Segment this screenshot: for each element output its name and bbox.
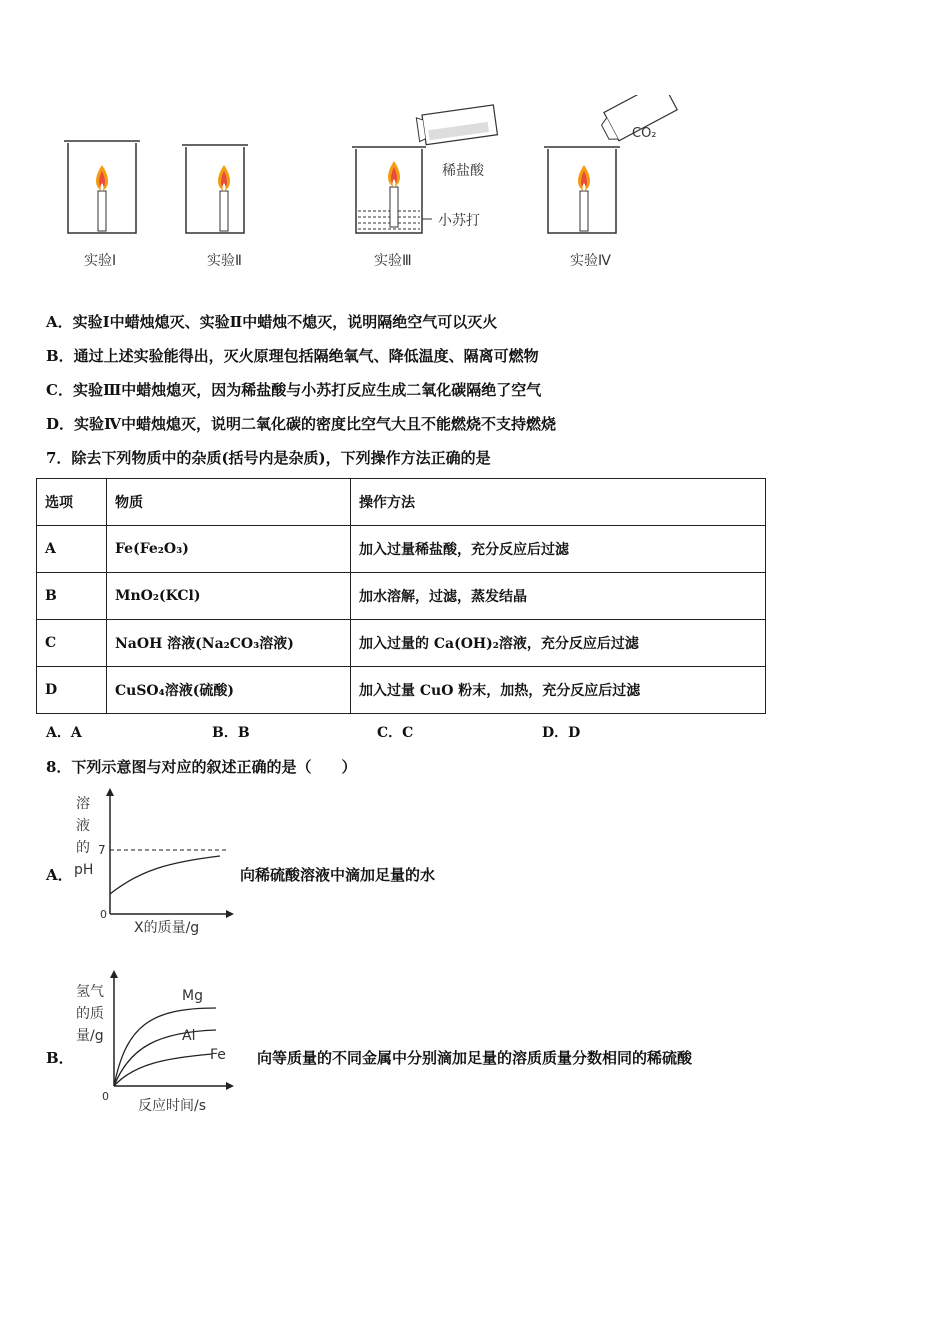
ph-graph <box>70 788 240 938</box>
q8-question: 8．下列示意图与对应的叙述正确的是（ ） <box>46 758 357 776</box>
q7-answer-d: D．D <box>542 725 581 741</box>
q7-question: 7．除去下列物质中的杂质(括号内是杂质)，下列操作方法正确的是 <box>46 449 491 467</box>
hydrogen-graph <box>70 966 250 1116</box>
q8-option-a-text: 向稀硫酸溶液中滴加足量的水 <box>240 866 436 884</box>
q6-option-c: C．实验Ⅲ中蜡烛熄灭，因为稀盐酸与小苏打反应生成二氧化碳隔绝了空气 <box>46 381 542 399</box>
q6-option-b: B．通过上述实验能得出，灭火原理包括隔绝氧气、降低温度、隔离可燃物 <box>46 347 539 365</box>
beaker-experiment-4 <box>544 95 677 233</box>
row-substance: MnO₂(KCl) <box>107 573 351 620</box>
caption-exp-3: 实验Ⅲ <box>374 253 412 269</box>
row-method: 加入过量稀盐酸，充分反应后过滤 <box>351 526 766 573</box>
table-row <box>37 573 766 620</box>
q8-option-b-label: B． <box>46 1049 74 1067</box>
ph-origin: 0 <box>100 908 107 921</box>
caption-exp-2: 实验Ⅱ <box>207 253 242 269</box>
header-option: 选项 <box>37 479 107 526</box>
curve-label-fe: Fe <box>210 1047 226 1063</box>
q7-table <box>36 478 766 714</box>
h2-ylabel-2: 的质 <box>76 1006 104 1022</box>
row-option: B <box>37 573 107 620</box>
q8-option-b-text: 向等质量的不同金属中分别滴加足量的溶质质量分数相同的稀硫酸 <box>257 1049 693 1067</box>
label-acid: 稀盐酸 <box>442 163 484 179</box>
caption-exp-1: 实验Ⅰ <box>84 253 117 269</box>
row-method: 加入过量的 Ca(OH)₂溶液，充分反应后过滤 <box>351 620 766 667</box>
header-substance: 物质 <box>107 479 351 526</box>
q7-answer-a: A．A <box>46 725 82 741</box>
beaker-experiment-1 <box>64 141 140 233</box>
row-substance: NaOH 溶液(Na₂CO₃溶液) <box>107 620 351 667</box>
table-row <box>37 526 766 573</box>
caption-exp-4: 实验Ⅳ <box>570 253 611 269</box>
h2-xlabel: 反应时间/s <box>138 1098 207 1114</box>
table-row <box>37 620 766 667</box>
q6-option-a: A．实验Ⅰ中蜡烛熄灭、实验Ⅱ中蜡烛不熄灭，说明隔绝空气可以灭火 <box>46 313 498 331</box>
q6-option-d: D．实验Ⅳ中蜡烛熄灭，说明二氧化碳的密度比空气大且不能燃烧不支持燃烧 <box>46 415 557 433</box>
row-option: A <box>37 526 107 573</box>
curve-label-mg: Mg <box>182 988 203 1004</box>
row-method: 加水溶解，过滤，蒸发结晶 <box>351 573 766 620</box>
q8-option-a-label: A． <box>46 866 73 884</box>
h2-origin: 0 <box>102 1090 109 1103</box>
row-method: 加入过量 CuO 粉末，加热，充分反应后过滤 <box>351 667 766 714</box>
row-option: C <box>37 620 107 667</box>
label-soda: 小苏打 <box>438 213 480 229</box>
ph-tick-7: 7 <box>98 843 106 857</box>
row-substance: Fe(Fe₂O₃) <box>107 526 351 573</box>
ph-xlabel: X的质量/g <box>134 920 200 936</box>
q7-answer-c: C．C <box>377 725 414 741</box>
table-row <box>37 667 766 714</box>
ph-ylabel-1: 溶 <box>76 796 90 812</box>
ph-ylabel-2: 液 <box>76 818 90 834</box>
row-substance: CuSO₄溶液(硫酸) <box>107 667 351 714</box>
h2-ylabel-1: 氢气 <box>76 984 104 1000</box>
beaker-experiment-2 <box>182 145 248 233</box>
label-co2: CO₂ <box>632 126 657 141</box>
h2-ylabel-3: 量/g <box>76 1028 104 1044</box>
ph-ylabel-3: 的 <box>76 840 90 856</box>
q7-answer-b: B．B <box>212 725 250 741</box>
curve-label-al: Al <box>182 1028 196 1044</box>
header-method: 操作方法 <box>351 479 766 526</box>
table-header-row <box>37 479 766 526</box>
ph-ylabel-4: pH <box>74 862 94 878</box>
row-option: D <box>37 667 107 714</box>
